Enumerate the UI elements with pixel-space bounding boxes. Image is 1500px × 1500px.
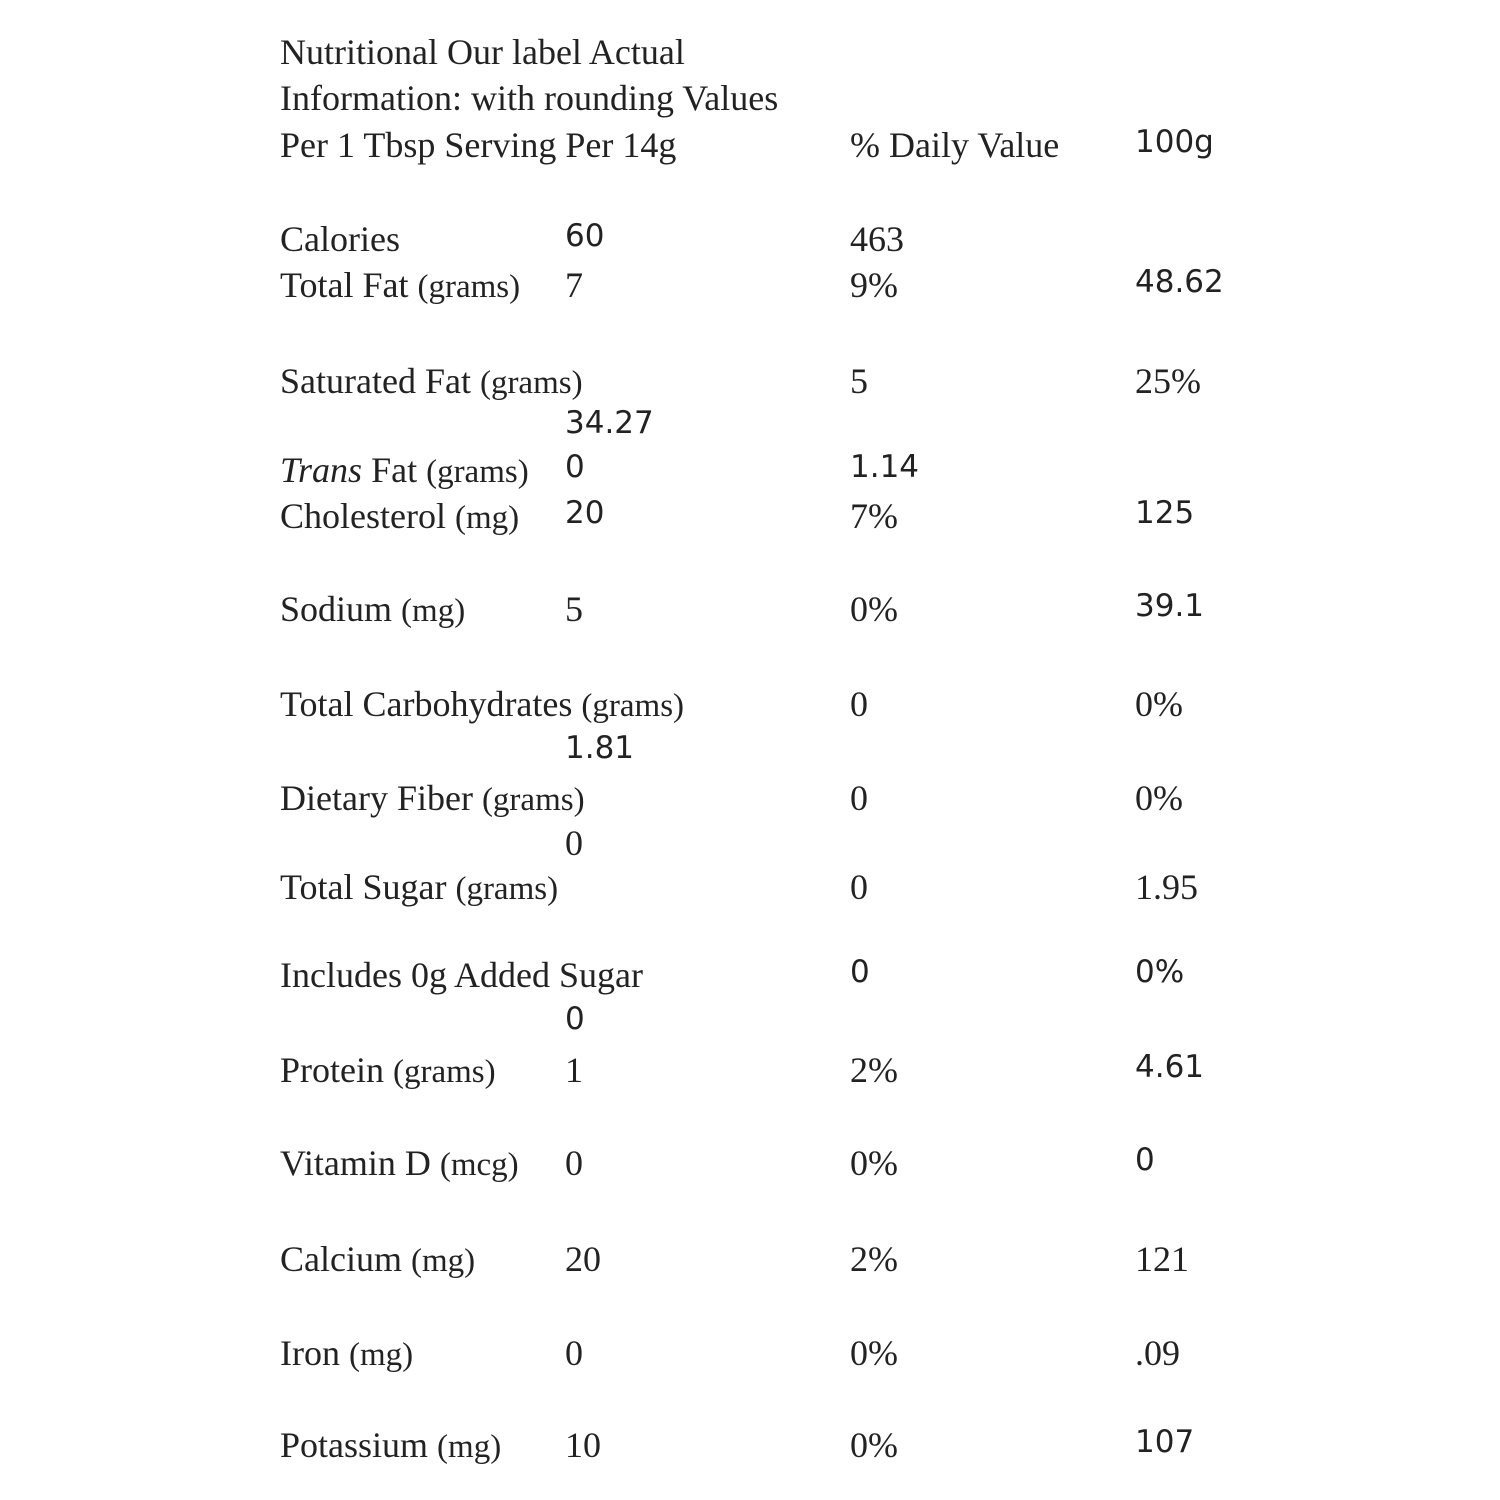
- cholesterol-per100g: 125: [1135, 495, 1195, 531]
- iron-label: Iron (mg): [280, 1333, 414, 1373]
- calories-per14g: 60: [565, 218, 605, 254]
- total-carbs-col4: 0%: [1135, 684, 1183, 724]
- saturated-fat-wrap-value: 34.27: [565, 405, 654, 441]
- cholesterol-per14g: 20: [565, 495, 605, 531]
- cholesterol-dv: 7%: [850, 496, 898, 536]
- potassium-dv: 0%: [850, 1425, 898, 1465]
- total-sugar-col4: 1.95: [1135, 867, 1198, 907]
- protein-dv: 2%: [850, 1050, 898, 1090]
- total-fat-dv: 9%: [850, 265, 898, 305]
- vitamin-d-label: Vitamin D (mcg): [280, 1143, 519, 1183]
- potassium-per14g: 10: [565, 1425, 601, 1465]
- calories-label: Calories: [280, 219, 400, 259]
- total-sugar-col3: 0: [850, 867, 868, 907]
- iron-per14g: 0: [565, 1333, 583, 1373]
- added-sugar-col3: 0: [850, 954, 870, 990]
- potassium-label: Potassium (mg): [280, 1425, 502, 1465]
- trans-fat-per14g: 0: [565, 449, 585, 485]
- vitamin-d-dv: 0%: [850, 1143, 898, 1183]
- saturated-fat-col4: 25%: [1135, 361, 1201, 401]
- protein-per100g: 4.61: [1135, 1049, 1205, 1085]
- protein-label: Protein (grams): [280, 1050, 496, 1090]
- trans-fat-label: Trans Fat (grams): [280, 450, 529, 490]
- total-fat-label: Total Fat (grams): [280, 265, 521, 305]
- dietary-fiber-wrap-value: 0: [565, 823, 583, 863]
- total-fat-per100g: 48.62: [1135, 264, 1224, 300]
- sodium-label: Sodium (mg): [280, 589, 466, 629]
- calcium-dv: 2%: [850, 1239, 898, 1279]
- dietary-fiber-col3: 0: [850, 778, 868, 818]
- vitamin-d-per100g: 0: [1135, 1142, 1155, 1178]
- calcium-per14g: 20: [565, 1239, 601, 1279]
- total-carbs-label: Total Carbohydrates (grams): [280, 684, 685, 724]
- dietary-fiber-col4: 0%: [1135, 778, 1183, 818]
- header-line-2: Information: with rounding Values: [280, 78, 779, 118]
- total-carbs-col3: 0: [850, 684, 868, 724]
- total-sugar-label: Total Sugar (grams): [280, 867, 559, 907]
- sodium-per100g: 39.1: [1135, 588, 1205, 624]
- added-sugar-wrap-value: 0: [565, 1001, 585, 1037]
- daily-value-header: % Daily Value: [850, 125, 1060, 165]
- protein-per14g: 1: [565, 1050, 583, 1090]
- total-fat-per14g: 7: [565, 265, 583, 305]
- added-sugar-label: Includes 0g Added Sugar: [280, 955, 643, 995]
- sodium-dv: 0%: [850, 589, 898, 629]
- trans-fat-col3: 1.14: [850, 449, 920, 485]
- total-carbs-wrap-value: 1.81: [565, 730, 635, 766]
- potassium-per100g: 107: [1135, 1424, 1195, 1460]
- per-100g-header: 100g: [1135, 124, 1214, 160]
- iron-dv: 0%: [850, 1333, 898, 1373]
- header-line-1: Nutritional Our label Actual: [280, 32, 685, 72]
- header-line-3: Per 1 Tbsp Serving Per 14g: [280, 125, 677, 165]
- calories-col3: 463: [850, 219, 904, 259]
- calcium-label: Calcium (mg): [280, 1239, 476, 1279]
- saturated-fat-label: Saturated Fat (grams): [280, 361, 583, 401]
- calcium-per100g: 121: [1135, 1239, 1189, 1279]
- iron-per100g: .09: [1135, 1333, 1180, 1373]
- cholesterol-label: Cholesterol (mg): [280, 496, 520, 536]
- saturated-fat-col3: 5: [850, 361, 868, 401]
- dietary-fiber-label: Dietary Fiber (grams): [280, 778, 585, 818]
- added-sugar-col4: 0%: [1135, 954, 1185, 990]
- sodium-per14g: 5: [565, 589, 583, 629]
- vitamin-d-per14g: 0: [565, 1143, 583, 1183]
